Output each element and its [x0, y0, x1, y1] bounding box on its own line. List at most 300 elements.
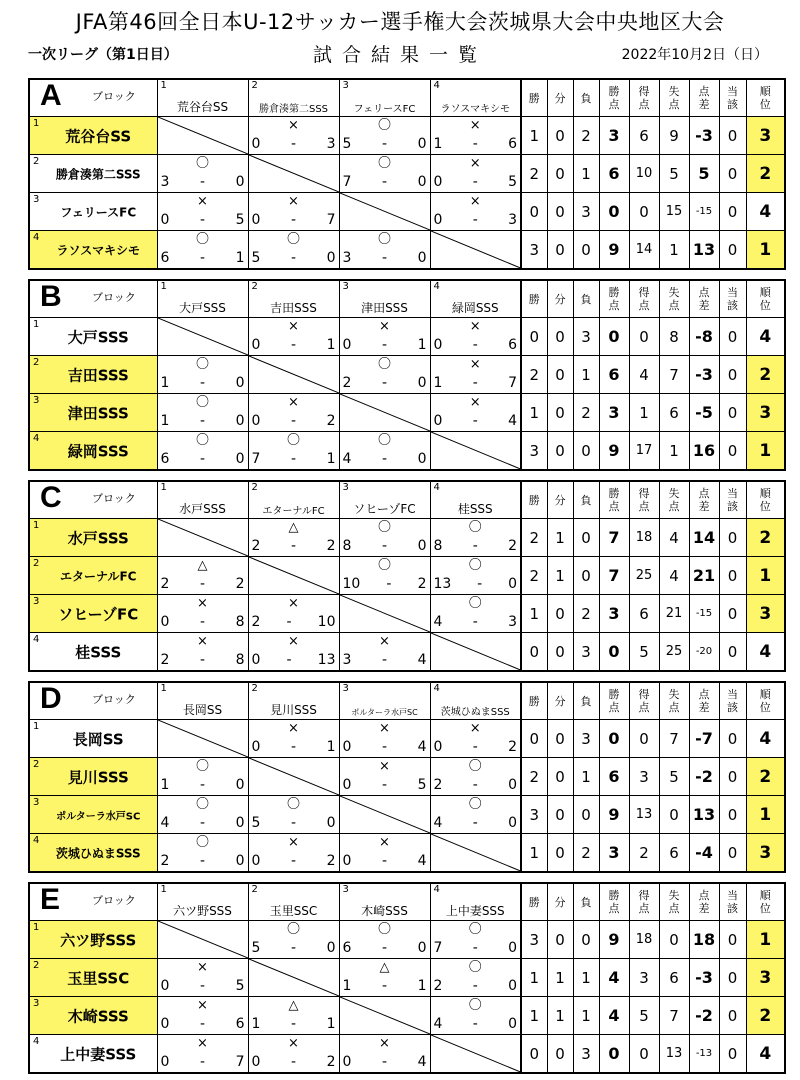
- opponent-name: 桂SSS: [457, 502, 493, 516]
- result-symbol: ×: [469, 357, 481, 372]
- stat-value: 2: [573, 117, 599, 155]
- opponent-number: 2: [251, 683, 258, 694]
- team-number: 1: [33, 118, 40, 129]
- result-symbol: ×: [379, 759, 390, 774]
- score-for: 1: [433, 136, 443, 152]
- score-dash: -: [472, 413, 478, 429]
- stat-header-line1: 点: [698, 487, 710, 500]
- score-dash: -: [381, 337, 388, 353]
- result-symbol: 〇: [468, 998, 482, 1013]
- self-match-cell: [248, 758, 339, 796]
- score-against: 13: [317, 652, 336, 668]
- match-score: [161, 451, 245, 468]
- result-symbol: 〇: [468, 520, 482, 535]
- stat-header: [547, 883, 573, 921]
- team-number: 1: [33, 721, 40, 732]
- match-score: [343, 174, 427, 191]
- stat-header-line2: 該: [727, 299, 738, 312]
- match-result-cell: [430, 356, 521, 394]
- stat-header: [547, 682, 573, 720]
- stat-value: 1: [521, 959, 547, 997]
- match-result-cell: [430, 921, 521, 959]
- block-label: ブロック: [92, 90, 136, 103]
- match-result-cell: [430, 959, 521, 997]
- diagonal-line: [249, 356, 339, 393]
- score-against: 10: [317, 614, 336, 630]
- score-dash: -: [290, 451, 297, 467]
- self-match-cell: [248, 155, 339, 193]
- score-for: 0: [251, 413, 261, 429]
- stat-value: 2: [521, 519, 547, 557]
- match-score: [343, 652, 427, 669]
- score-dash: -: [290, 538, 297, 554]
- stat-value: 0: [547, 318, 573, 356]
- match-result-cell: [430, 758, 521, 796]
- team-name: フェリースFC: [60, 205, 137, 219]
- match-score: [434, 413, 518, 430]
- stat-header-line1: 勝: [528, 493, 540, 507]
- team-row: [29, 959, 785, 997]
- score-dash: -: [381, 451, 388, 467]
- stat-value: 0: [547, 633, 573, 672]
- self-match-cell: [430, 1035, 521, 1074]
- score-for: 0: [342, 337, 352, 353]
- stat-value: 2: [746, 758, 785, 796]
- score-against: 0: [235, 413, 245, 429]
- opponent-name: 玉里SSC: [269, 904, 318, 918]
- stat-header-line1: 得: [638, 688, 650, 701]
- stat-header: [659, 79, 689, 117]
- team-number: 3: [33, 194, 40, 205]
- stat-header-line1: 勝: [528, 292, 540, 306]
- team-name: 緑岡SSS: [67, 442, 129, 460]
- score-dash: -: [199, 212, 206, 228]
- team-name-cell: [29, 921, 157, 959]
- self-match-cell: [248, 959, 339, 997]
- match-result-cell: [157, 155, 248, 193]
- stat-header: [521, 682, 547, 720]
- result-symbol: 〇: [286, 232, 300, 247]
- stat-value: 2: [521, 557, 547, 595]
- stat-value: 15: [659, 193, 689, 231]
- opponent-name: 長岡SS: [182, 703, 223, 717]
- team-row: [29, 720, 785, 758]
- stat-header-line1: 点: [698, 85, 710, 98]
- block-d-table: [28, 681, 784, 867]
- stat-value: 6: [629, 595, 659, 633]
- team-name: 桂SSS: [75, 643, 122, 661]
- stat-header-line1: 勝: [608, 286, 620, 299]
- stat-header: [547, 280, 573, 318]
- score-against: 4: [417, 739, 427, 755]
- result-symbol: ×: [288, 835, 299, 850]
- block-corner: [29, 883, 157, 921]
- stat-header: [573, 481, 599, 519]
- opponent-number: 4: [433, 884, 440, 895]
- stat-header-line2: 差: [698, 299, 710, 312]
- match-result-cell: [339, 1035, 430, 1074]
- stat-value: 0: [719, 1035, 746, 1074]
- stat-value: 0: [573, 557, 599, 595]
- team-name-cell: [29, 557, 157, 595]
- score-against: 3: [508, 614, 517, 630]
- team-number: 4: [33, 1036, 40, 1047]
- score-for: 5: [342, 136, 352, 152]
- match-result-cell: [157, 193, 248, 231]
- stat-header: [547, 79, 573, 117]
- score-against: 2: [326, 853, 336, 869]
- stat-value: 5: [659, 758, 689, 796]
- stat-value: 3: [573, 318, 599, 356]
- match-score: [434, 940, 518, 957]
- team-name-cell: [29, 758, 157, 796]
- stat-value: 9: [599, 231, 629, 270]
- match-score: [252, 614, 336, 631]
- stat-header-line2: 点: [608, 299, 620, 312]
- stat-value: 3: [746, 834, 785, 873]
- score-for: 8: [433, 538, 443, 554]
- stat-header-line2: 該: [727, 701, 738, 714]
- stat-value: 1: [547, 557, 573, 595]
- stat-value: 0: [659, 796, 689, 834]
- stat-value: 1: [547, 997, 573, 1035]
- score-dash: -: [286, 614, 292, 630]
- team-name-cell: [29, 155, 157, 193]
- stat-header-line1: 負: [580, 694, 592, 708]
- stat-value: 0: [629, 318, 659, 356]
- stat-value: 4: [629, 356, 659, 394]
- result-symbol: 〇: [195, 835, 209, 850]
- score-against: 6: [235, 1016, 245, 1032]
- result-symbol: △: [379, 960, 390, 975]
- match-score: [343, 250, 427, 267]
- stat-header-line1: 負: [580, 895, 592, 909]
- stat-value: 7: [659, 720, 689, 758]
- stat-value: 6: [659, 834, 689, 873]
- match-score: [434, 212, 518, 229]
- subtitle: 試合結果一覧: [312, 44, 487, 66]
- score-against: 0: [508, 978, 517, 994]
- team-row: [29, 557, 785, 595]
- match-score: [161, 576, 245, 593]
- result-symbol: 〇: [377, 232, 391, 247]
- stat-header-line1: 点: [698, 688, 710, 701]
- opponent-number: 3: [342, 884, 349, 895]
- score-against: 4: [508, 413, 517, 429]
- match-score: [161, 614, 245, 631]
- match-score: [161, 853, 245, 870]
- stat-header-line2: 位: [759, 902, 771, 915]
- stat-value: -3: [689, 117, 719, 155]
- stat-value: 1: [573, 155, 599, 193]
- stat-value: 7: [659, 356, 689, 394]
- match-result-cell: [248, 997, 339, 1035]
- score-against: 0: [508, 576, 517, 592]
- match-score: [434, 777, 518, 794]
- team-number: 4: [33, 835, 40, 846]
- score-for: 0: [251, 739, 261, 755]
- stat-value: 1: [746, 432, 785, 471]
- stat-value: 9: [659, 117, 689, 155]
- match-result-cell: [339, 834, 430, 873]
- diagonal-line: [249, 155, 339, 192]
- score-against: 8: [235, 652, 245, 668]
- result-symbol: ×: [197, 998, 208, 1013]
- stat-value: 0: [719, 519, 746, 557]
- match-result-cell: [157, 834, 248, 873]
- team-number: 1: [33, 520, 40, 531]
- team-number: 4: [33, 634, 40, 645]
- stat-value: 4: [599, 959, 629, 997]
- stat-header-line1: 順: [759, 85, 771, 98]
- result-symbol: 〇: [468, 797, 482, 812]
- stat-header-line2: 点: [638, 701, 650, 714]
- stat-value: 2: [746, 997, 785, 1035]
- stat-value: 5: [629, 997, 659, 1035]
- stat-value: 3: [599, 834, 629, 873]
- block-letter: D: [40, 682, 62, 715]
- block-corner: [29, 682, 157, 720]
- self-match-cell: [430, 633, 521, 672]
- stat-value: 2: [521, 356, 547, 394]
- stat-header: [629, 682, 659, 720]
- block-letter: A: [40, 79, 62, 112]
- stat-value: -4: [689, 834, 719, 873]
- match-score: [252, 136, 336, 153]
- team-number: 3: [33, 395, 40, 406]
- stat-header: [521, 280, 547, 318]
- score-dash: -: [290, 853, 297, 869]
- stat-header-line2: 位: [759, 299, 771, 312]
- team-number: 3: [33, 797, 40, 808]
- team-name: 大戸SSS: [67, 328, 129, 346]
- opponent-header: [430, 481, 521, 519]
- score-against: 0: [235, 451, 245, 467]
- result-symbol: ×: [379, 721, 390, 736]
- score-for: 3: [342, 652, 352, 668]
- score-for: 0: [160, 1054, 170, 1070]
- team-row: [29, 432, 785, 471]
- stat-header-line2: 点: [668, 902, 680, 915]
- result-symbol: ×: [288, 118, 299, 133]
- match-result-cell: [157, 758, 248, 796]
- stat-value: 1: [521, 834, 547, 873]
- result-symbol: 〇: [195, 232, 209, 247]
- match-score: [434, 978, 518, 995]
- block-e-table: [28, 882, 784, 1068]
- stat-header: [573, 682, 599, 720]
- team-number: 4: [33, 232, 40, 243]
- stat-header: [659, 682, 689, 720]
- result-symbol: ×: [379, 835, 390, 850]
- score-against: 0: [417, 940, 427, 956]
- stat-value: 2: [746, 155, 785, 193]
- stat-header-line1: 得: [638, 889, 650, 902]
- team-name-cell: [29, 231, 157, 270]
- score-against: 0: [326, 250, 336, 266]
- result-symbol: ×: [469, 319, 481, 334]
- opponent-header: [248, 682, 339, 720]
- stat-header: [547, 481, 573, 519]
- score-against: 2: [508, 739, 517, 755]
- score-against: 2: [326, 538, 336, 554]
- match-result-cell: [248, 117, 339, 155]
- team-name: 茨城ひぬまSSS: [55, 846, 141, 860]
- score-dash: -: [199, 777, 206, 793]
- match-result-cell: [157, 557, 248, 595]
- match-result-cell: [430, 519, 521, 557]
- score-dash: -: [199, 1016, 206, 1032]
- match-date: 2022年10月2日（日）: [621, 47, 768, 63]
- stat-value: 1: [746, 557, 785, 595]
- stat-value: 0: [719, 834, 746, 873]
- team-name-cell: [29, 1035, 157, 1074]
- stat-header: [599, 883, 629, 921]
- block-a-table: [28, 78, 784, 264]
- match-result-cell: [248, 432, 339, 471]
- stat-value: 1: [746, 796, 785, 834]
- stat-header: [689, 79, 719, 117]
- block-c-table: [28, 480, 784, 666]
- score-dash: -: [199, 978, 206, 994]
- match-result-cell: [339, 432, 430, 471]
- score-against: 3: [508, 212, 517, 228]
- stat-value: 0: [719, 231, 746, 270]
- opponent-number: 3: [342, 482, 349, 493]
- score-dash: -: [199, 576, 206, 592]
- stat-header-line1: 失: [668, 487, 680, 500]
- stat-header-line2: 点: [608, 902, 620, 915]
- team-number: 2: [33, 558, 40, 569]
- stat-value: 13: [689, 796, 719, 834]
- stat-value: 0: [547, 720, 573, 758]
- match-score: [252, 1016, 336, 1033]
- team-row: [29, 318, 785, 356]
- result-symbol: 〇: [286, 797, 300, 812]
- self-match-cell: [157, 318, 248, 356]
- match-score: [161, 375, 245, 392]
- score-against: 0: [326, 940, 336, 956]
- result-symbol: ×: [379, 319, 390, 334]
- opponent-header: [339, 79, 430, 117]
- score-dash: -: [472, 978, 478, 994]
- score-dash: -: [199, 853, 206, 869]
- score-for: 6: [160, 451, 170, 467]
- score-against: 0: [235, 815, 245, 831]
- match-result-cell: [430, 318, 521, 356]
- stat-header-line1: 失: [668, 85, 680, 98]
- score-against: 0: [417, 136, 427, 152]
- opponent-number: 4: [433, 281, 440, 292]
- match-result-cell: [430, 557, 521, 595]
- team-name-cell: [29, 633, 157, 672]
- stat-value: 6: [659, 394, 689, 432]
- team-name: 見川SSS: [67, 768, 129, 786]
- opponent-number: 1: [160, 281, 167, 292]
- score-dash: -: [199, 652, 206, 668]
- score-against: 7: [326, 212, 336, 228]
- stat-header: [599, 79, 629, 117]
- result-symbol: ×: [469, 721, 481, 736]
- score-for: 3: [160, 174, 170, 190]
- diagonal-line: [158, 318, 248, 355]
- score-against: 5: [235, 212, 245, 228]
- stat-value: 2: [573, 834, 599, 873]
- score-dash: -: [381, 652, 388, 668]
- diagonal-line: [158, 921, 248, 958]
- match-result-cell: [339, 356, 430, 394]
- team-number: 3: [33, 998, 40, 1009]
- stat-value: 21: [659, 595, 689, 633]
- match-result-cell: [157, 1035, 248, 1074]
- match-result-cell: [157, 432, 248, 471]
- stat-value: 1: [547, 519, 573, 557]
- match-result-cell: [248, 595, 339, 633]
- stat-value: -7: [689, 720, 719, 758]
- team-name: エターナルFC: [60, 569, 137, 583]
- block-label: ブロック: [92, 894, 136, 907]
- score-against: 0: [508, 1016, 517, 1032]
- score-against: 2: [417, 576, 427, 592]
- stat-value: 0: [719, 394, 746, 432]
- match-score: [434, 815, 518, 832]
- stat-value: -3: [689, 959, 719, 997]
- self-match-cell: [157, 720, 248, 758]
- match-score: [161, 212, 245, 229]
- score-against: 5: [235, 978, 245, 994]
- stat-header-line2: 点: [668, 701, 680, 714]
- opponent-header: [430, 682, 521, 720]
- stat-value: 1: [547, 959, 573, 997]
- score-for: 1: [251, 1016, 261, 1032]
- stat-value: 2: [573, 394, 599, 432]
- result-symbol: ×: [197, 1036, 208, 1051]
- score-dash: -: [472, 375, 478, 391]
- score-against: 1: [235, 250, 245, 266]
- block-corner: [29, 79, 157, 117]
- stat-value: 3: [599, 117, 629, 155]
- self-match-cell: [157, 519, 248, 557]
- score-against: 0: [417, 375, 427, 391]
- stat-header-line2: 位: [759, 701, 771, 714]
- score-against: 8: [235, 614, 245, 630]
- stat-value: 16: [689, 432, 719, 471]
- team-name: 六ツ野SSS: [60, 931, 137, 949]
- score-for: 0: [251, 853, 261, 869]
- diagonal-line: [340, 394, 430, 431]
- stat-header-line2: 該: [727, 500, 738, 513]
- match-score: [161, 1016, 245, 1033]
- score-dash: -: [290, 337, 297, 353]
- stat-value: 0: [573, 519, 599, 557]
- score-for: 1: [160, 413, 170, 429]
- match-result-cell: [248, 796, 339, 834]
- stat-value: 7: [659, 997, 689, 1035]
- match-score: [252, 1054, 336, 1071]
- stat-value: 2: [573, 595, 599, 633]
- score-against: 0: [417, 538, 427, 554]
- match-result-cell: [248, 921, 339, 959]
- match-result-cell: [248, 193, 339, 231]
- stat-value: 6: [599, 155, 629, 193]
- stat-value: 1: [573, 758, 599, 796]
- match-result-cell: [339, 921, 430, 959]
- stat-header: [573, 883, 599, 921]
- diagonal-line: [249, 758, 339, 795]
- result-symbol: 〇: [377, 118, 391, 133]
- stat-header-line1: 勝: [528, 91, 540, 105]
- stat-header: [746, 481, 785, 519]
